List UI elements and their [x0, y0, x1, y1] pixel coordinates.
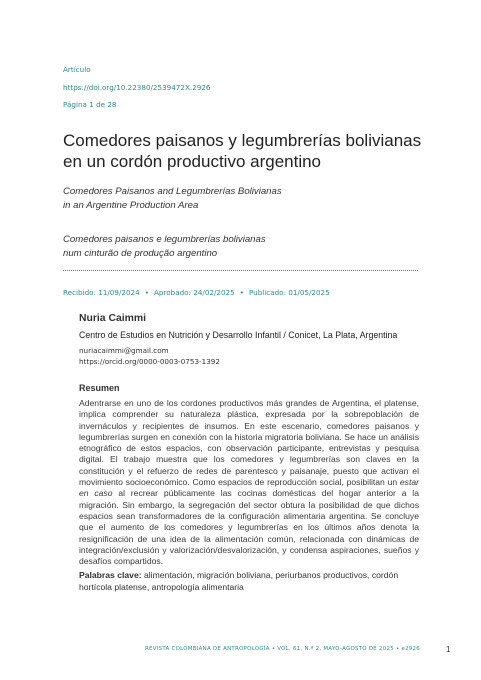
author-orcid[interactable]: https://orcid.org/0000-0003-0753-1392 [79, 357, 220, 366]
approved-date: Aprobado: 24/02/2025 [153, 288, 235, 297]
keywords-label: Palabras clave: [79, 570, 142, 581]
section-label: Artículo [63, 65, 91, 74]
page-number: 1 [446, 645, 451, 654]
abstract-italic-phrase: estar en caso [79, 477, 419, 499]
portuguese-title [63, 233, 423, 261]
date-separator: • [239, 288, 244, 297]
journal-footer: REVISTA COLOMBIANA DE ANTROPOLOGÍA • VOL. 61, N.º 2, MAYO-AGOSTO DE 2025 • e2926 [145, 646, 420, 652]
published-date: Publicado: 01/05/2025 [248, 288, 330, 297]
english-title [63, 185, 423, 213]
page-indicator: Página 1 de 28 [63, 100, 117, 109]
author-email[interactable]: nuriacaimmi@gmail.com [79, 346, 169, 355]
abstract-section [79, 383, 419, 593]
author-affiliation: Centro de Estudios en Nutrición y Desarrollo Infantil / Conicet, La Plata, Argentina [79, 330, 398, 340]
keywords [79, 570, 419, 593]
english-title-line-2: in an Argentine Production Area [63, 200, 199, 211]
title-line-1: Comedores paisanos y legumbrerías bolivianas [63, 131, 422, 150]
portuguese-title-line-2: num cinturão de produção argentino [63, 248, 218, 259]
portuguese-title-line-1: Comedores paisanos e legumbrerías bolivianas [63, 234, 266, 245]
abstract-heading: Resumen [79, 383, 120, 393]
title-line-2: en un cordón productivo argentino [63, 152, 322, 171]
abstract-text-1: Adentrarse en uno de los cordones productivos más grandes de Argentina, el platense, implica comprender su naturaleza plástica, expresada por la sobrepoblación de invernáculos y recipientes de insumos. En este escenario, comedores paisanos y legumbrerías surgen en conexión con la historia migratoria boliviana. Se hace un análisis etnográfico de estos espacios, con observación participante, entrevistas y pesquisa digital. El trabajo muestra que los comedores y legumbrerías son claves en la constitución y el refuerzo de redes de parentesco y paisanaje, puesto que activan el movimiento socioeconómico. Como espacios de reproducción social, posibilitan un [79, 398, 419, 488]
dotted-divider [63, 270, 418, 271]
date-separator: • [144, 288, 149, 297]
author-name: Nuria Caimmi [79, 313, 146, 324]
received-date: Recibido: 11/09/2024 [63, 288, 140, 297]
doi-link[interactable]: https://doi.org/10.22380/2539472X.2926 [63, 83, 211, 92]
abstract-body [79, 398, 419, 567]
article-title [63, 130, 433, 172]
author-block [79, 313, 429, 367]
publication-dates [63, 288, 330, 297]
english-title-line-1: Comedores Paisanos and Legumbrerías Bolivianas [63, 186, 282, 197]
keywords-list: alimentación, migración boliviana, periurbanos productivos, cordón hortícola platense, antropología alimentaria [79, 570, 399, 592]
abstract-text-2: al recrear públicamente las cocinas domésticas del hogar anterior a la migración. Sin embargo, la segregación del sector obtura la posibilidad de que dichos espacios sean transformadores de la configuración alimentaria argentina. Se concluye que el aumento de los comedores y legumbrerías en los últimos años denota la resignificación de una idea de la alimentación común, relacionada con dinámicas de integración/exclusión y valorización/desvalorización, y condensa aspiraciones, sueños y desafíos compartidos. [79, 488, 419, 567]
